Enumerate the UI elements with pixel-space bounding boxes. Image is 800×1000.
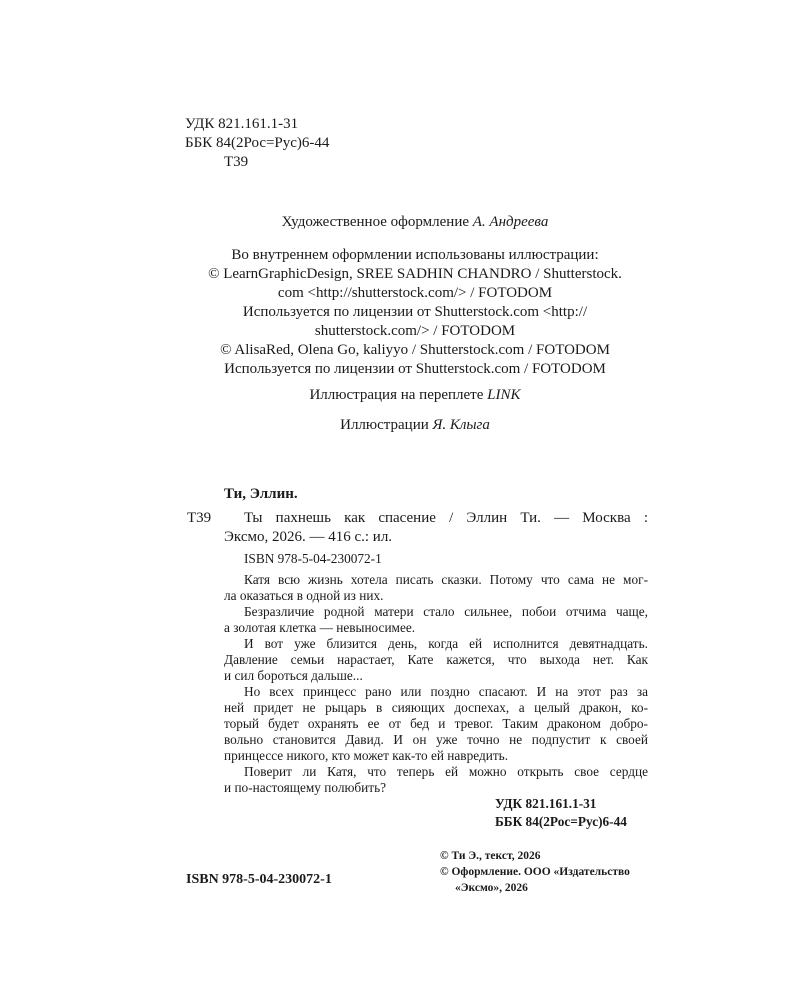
- copyright-line: © Оформление. ООО «Издательство: [440, 866, 630, 878]
- footer-bbk: ББК 84(2Рос=Рус)6-44: [495, 814, 627, 829]
- copyright-line: «Эксмо», 2026: [455, 882, 528, 894]
- copyright-line: © Ти Э., текст, 2026: [440, 850, 541, 862]
- annotation-line: Безразличие родной матери стало сильнее, побои отчима чаще,: [244, 604, 648, 619]
- annotation-line: И вот уже близится день, когда ей исполнится девятнадцать.: [244, 636, 648, 651]
- annotation-line: Катя всю жизнь хотела писать сказки. Потому что сама не мог-: [244, 572, 648, 587]
- annotation-line: вольно становится Давид. И он уже точно не подпустит к своей: [224, 732, 648, 747]
- udk-code: УДК 821.161.1-31: [185, 116, 299, 132]
- bib-isbn: ISBN 978-5-04-230072-1: [244, 551, 382, 566]
- author-mark: Т39: [224, 154, 249, 170]
- illustrations-line: com <http://shutterstock.com/> / FOTODOM: [277, 285, 553, 301]
- annotation-line: принцессе никого, кто может как-то ей навредить.: [224, 748, 509, 763]
- illustrations-line: © LearnGraphicDesign, SREE SADHIN CHANDRO / Shutterstock.: [208, 266, 622, 282]
- annotation-line: Но всех принцесс рано или поздно спасают. И на этот раз за: [244, 684, 648, 699]
- bib-author: Ти, Эллин.: [224, 486, 298, 502]
- bib-publisher-line: Эксмо, 2026. — 416 с.: ил.: [224, 529, 393, 545]
- bib-title-line: Ты пахнешь как спасение / Эллин Ти. — Москва :: [244, 510, 648, 526]
- annotation-line: а золотая клетка — невыносимее.: [224, 620, 416, 635]
- design-credit: Художественное оформление А. Андреева: [281, 214, 549, 230]
- illustrations-line: Используется по лицензии от Shutterstock.com <http://: [242, 304, 588, 320]
- annotation-line: Поверит ли Катя, что теперь ей можно открыть свое сердце: [244, 764, 648, 779]
- annotation-line: ней придет не рыцарь в сияющих доспехах, а целый дракон, ко-: [224, 700, 648, 715]
- annotation-line: торый будет охранять ее от бед и тревог. Таким драконом добро-: [224, 716, 648, 731]
- bbk-code: ББК 84(2Рос=Рус)6-44: [185, 135, 330, 151]
- bib-mark: Т39: [187, 510, 212, 526]
- annotation-line: и сил бороться дальше...: [224, 668, 363, 683]
- cover-credit: Иллюстрация на переплете LINK: [309, 387, 521, 403]
- annotation-line: ла оказаться в одной из них.: [224, 588, 384, 603]
- annotation-line: Давление семьи нарастает, Кате кажется, что выхода нет. Как: [224, 652, 648, 667]
- annotation-line: и по-настоящему полюбить?: [224, 780, 387, 795]
- illustrations-line: shutterstock.com/> / FOTODOM: [314, 323, 516, 339]
- footer-isbn: ISBN 978-5-04-230072-1: [186, 872, 332, 887]
- footer-udk: УДК 821.161.1-31: [495, 796, 597, 811]
- illustrations-line: Используется по лицензии от Shutterstock.com / FOTODOM: [224, 361, 606, 377]
- illustrations-line: Во внутреннем оформлении использованы иллюстрации:: [231, 247, 599, 263]
- illustrations-line: © AlisaRed, Olena Go, kaliyyo / Shutterstock.com / FOTODOM: [220, 342, 610, 358]
- illustrator-credit: Иллюстрации Я. Клыга: [340, 417, 490, 433]
